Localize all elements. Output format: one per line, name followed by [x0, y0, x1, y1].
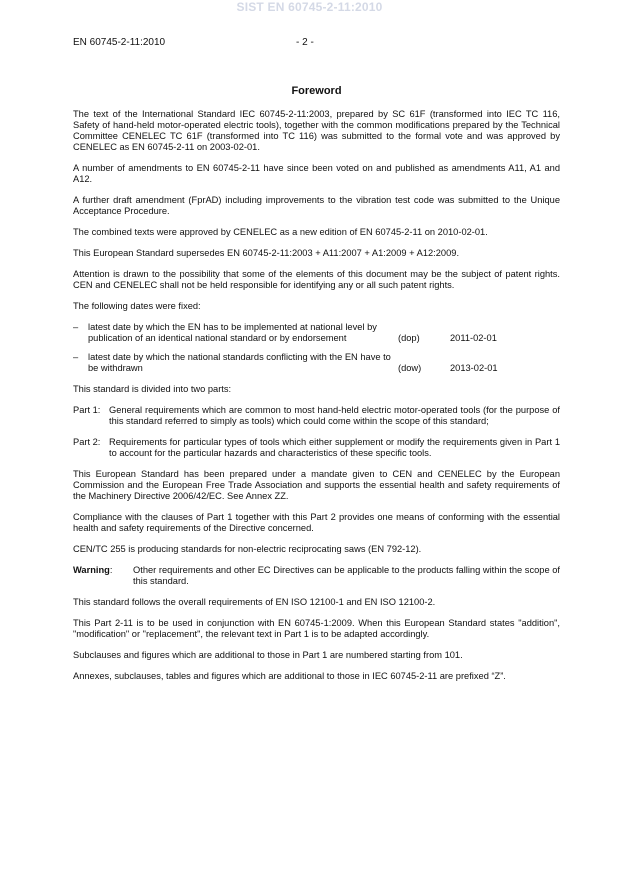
date-row-dop — [73, 322, 560, 344]
date-code: (dop) — [398, 333, 420, 343]
date-row-dow — [73, 352, 560, 374]
warning-note — [73, 565, 560, 587]
warning-label — [73, 565, 133, 587]
paragraph: A further draft amendment (FprAD) including improvements to the vibration test code was submitted to the Unique Acceptance Procedure. — [73, 195, 560, 216]
part-1-entry — [73, 405, 560, 427]
dates-list — [73, 322, 560, 374]
header-doc-id: EN 60745-2-11:2010 — [73, 37, 166, 48]
paragraph: CEN/TC 255 is producing standards for non-electric reciprocating saws (EN 792-12). — [73, 544, 422, 554]
warning-colon: : — [109, 565, 113, 575]
foreword-body — [73, 86, 560, 692]
part-label: Part 2: — [73, 437, 101, 447]
paragraph: Compliance with the clauses of Part 1 together with this Part 2 provides one means of conforming with the essential health and safety requirements of the Directive concerned. — [73, 512, 560, 533]
paragraph: Annexes, subclauses, tables and figures which are additional to those in IEC 60745-2-11 are prefixed “Z”. — [73, 671, 506, 681]
paragraph: A number of amendments to EN 60745-2-11 have since been voted on and published as amendments A11, A1 and A12. — [73, 163, 560, 184]
date-value: 2013-02-01 — [450, 363, 498, 373]
paragraph: Subclauses and figures which are additional to those in Part 1 are numbered starting from 101. — [73, 650, 463, 660]
parts-intro: This standard is divided into two parts: — [73, 384, 232, 394]
date-description: latest date by which the EN has to be implemented at national level by publication of an identical national standard or by endorsement — [88, 322, 377, 343]
header-page-number: - 2 - — [296, 37, 314, 48]
watermark: SIST EN 60745-2-11:2010 — [236, 0, 383, 14]
paragraph: This standard follows the overall requirements of EN ISO 12100-1 and EN ISO 12100-2. — [73, 597, 436, 607]
part-text: Requirements for particular types of tools which either supplement or modify the requirements given in Part 1 to account for the particular hazards and characteristics of these specific tools. — [109, 437, 560, 458]
paragraph: This European Standard has been prepared under a mandate given to CEN and CENELEC by the European Commission and the European Free Trade Association and supports the essential health and safety requirements of the Machinery Directive 2006/42/EC. See Annex ZZ. — [73, 469, 560, 501]
date-code: (dow) — [398, 363, 422, 373]
paragraph: The combined texts were approved by CENELEC as a new edition of EN 60745-2-11 on 2010-02-01. — [73, 227, 488, 237]
warning-text: Other requirements and other EC Directives can be applicable to the products falling within the scope of this standard. — [133, 565, 560, 586]
part-text: General requirements which are common to most hand-held electric motor-operated tools (for the purpose of this standard referred to simply as tools) which could come within the scope of this standard; — [109, 405, 560, 426]
paragraph: This European Standard supersedes EN 60745-2-11:2003 + A11:2007 + A1:2009 + A12:2009. — [73, 248, 460, 258]
paragraph: The text of the International Standard IEC 60745-2-11:2003, prepared by SC 61F (transformed into IEC TC 116, Safety of hand-held motor-operated electric tools), together with the common modifications prepared by the Technical Committee CENELEC TC 61F (transformed into TC 116) was submitted to the formal vote and was approved by CENELEC as EN 60745-2-11 on 2003-02-01. — [73, 109, 560, 152]
paragraph: Attention is drawn to the possibility that some of the elements of this document may be the subject of patent rights. CEN and CENELEC shall not be held responsible for identifying any or all such patent rights. — [73, 269, 560, 290]
warning-label-text: Warning — [73, 565, 110, 575]
paragraph: The following dates were fixed: — [73, 301, 201, 311]
date-description: latest date by which the national standards conflicting with the EN have to be withdrawn — [88, 352, 391, 373]
part-label: Part 1: — [73, 405, 101, 415]
page-title: Foreword — [291, 85, 342, 97]
paragraph: This Part 2-11 is to be used in conjunction with EN 60745-1:2009. When this European Standard states "addition", "modification" or "replacement", the relevant text in Part 1 is to be adapted accordingly. — [73, 618, 560, 639]
list-dash: – — [73, 352, 79, 362]
part-2-entry — [73, 437, 560, 459]
list-dash: – — [73, 322, 79, 332]
date-value: 2011-02-01 — [450, 333, 497, 343]
